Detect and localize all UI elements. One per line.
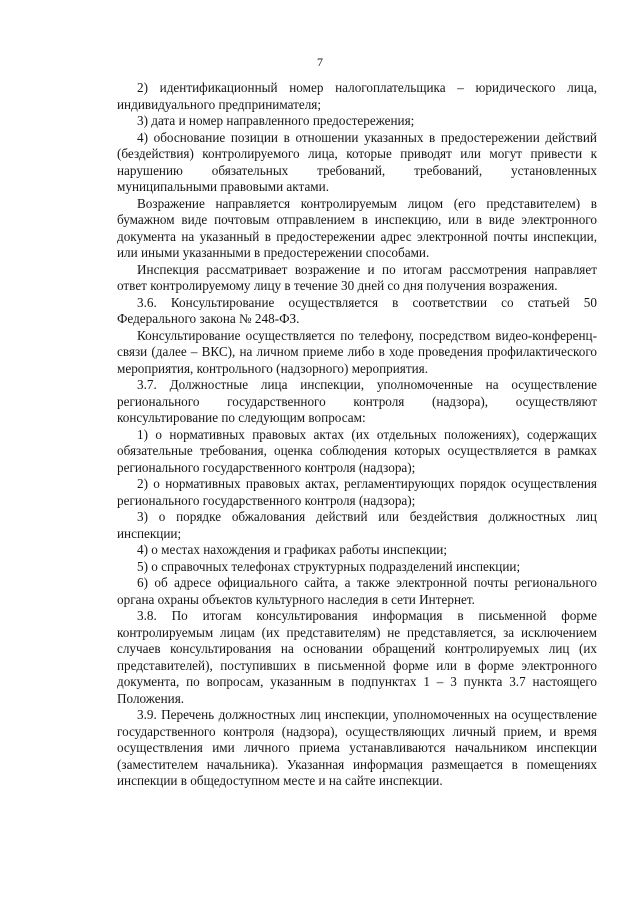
paragraph: 3.8. По итогам консультирования информация в письменной форме контролируемым лицам (их представителям) не представляется, за исключением случаев консультирования на основании обращений контролируемых лиц (их представителей), поступивших в письменной форме или в форме электронного документа, по вопросам, указанным в подпунктах 1 – 3 пункта 3.7 настоящего Положения. [117,608,597,706]
paragraph: 4) о местах нахождения и графиках работы инспекции; [137,542,448,557]
paragraph: 2) идентификационный номер налогоплательщика – юридического лица, индивидуального предпринимателя; [117,80,597,112]
paragraph: 3.7. Должностные лица инспекции, уполномоченные на осуществление регионального государственного контроля (надзора), осуществляют консультирование по следующим вопросам: [117,377,597,425]
paragraph: 5) о справочных телефонах структурных подразделений инспекции; [137,558,521,574]
paragraph: Возражение направляется контролируемым лицом (его представителем) в бумажном виде почтовым отправлением в инспекцию, или в виде электронного документа на указанный в предостережении адрес электронной почты инспекции, или иными указанными в предостережении способами. [117,195,597,260]
paragraph: Инспекция рассматривает возражение и по итогам рассмотрения направляет ответ контролируемому лицу в течение 30 дней со дня получения возражения. [117,261,597,293]
paragraph: Консультирование осуществляется по телефону, посредством видео-конференц-связи (далее – ВКС), на личном приеме либо в ходе проведения профилактического мероприятия, контрольного (надзорного) мероприятия. [117,327,597,376]
paragraph: 3.6. Консультирование осуществляется в соответствии со статьей 50 Федерального закона № 248-ФЗ. [117,294,597,326]
paragraph: 1) о нормативных правовых актах (их отдельных положениях), содержащих обязательные требования, оценка соблюдения которых осуществляется в рамках регионального государственного контроля (надзора); [117,426,597,475]
paragraph: 3.9. Перечень должностных лиц инспекции, уполномоченных на осуществление государственного контроля (надзора), осуществляющих личный прием, и время осуществления ими личного приема устанавливаются начальником инспекции (заместителем начальника). Указанная информация размещается в помещениях инспекции в общедоступном месте и на сайте инспекции. [117,707,597,788]
paragraph: 3) дата и номер направленного предостережения; [137,113,415,128]
paragraph: 2) о нормативных правовых актах, регламентирующих порядок осуществления регионального государственного контроля (надзора); [117,476,597,508]
document-body [117,80,597,790]
paragraph: 6) об адресе официального сайта, а также электронной почты регионального органа охраны объектов культурного наследия в сети Интернет. [117,575,597,607]
page-number: 7 [317,55,323,69]
paragraph: 3) о порядке обжалования действий или бездействия должностных лиц инспекции; [117,509,597,541]
paragraph: 4) обоснование позиции в отношении указанных в предостережении действий (бездействия) контролируемого лица, которые приводят или могут привести к нарушению обязательных требований, требований, установленных муниципальными правовыми актами. [117,129,597,194]
